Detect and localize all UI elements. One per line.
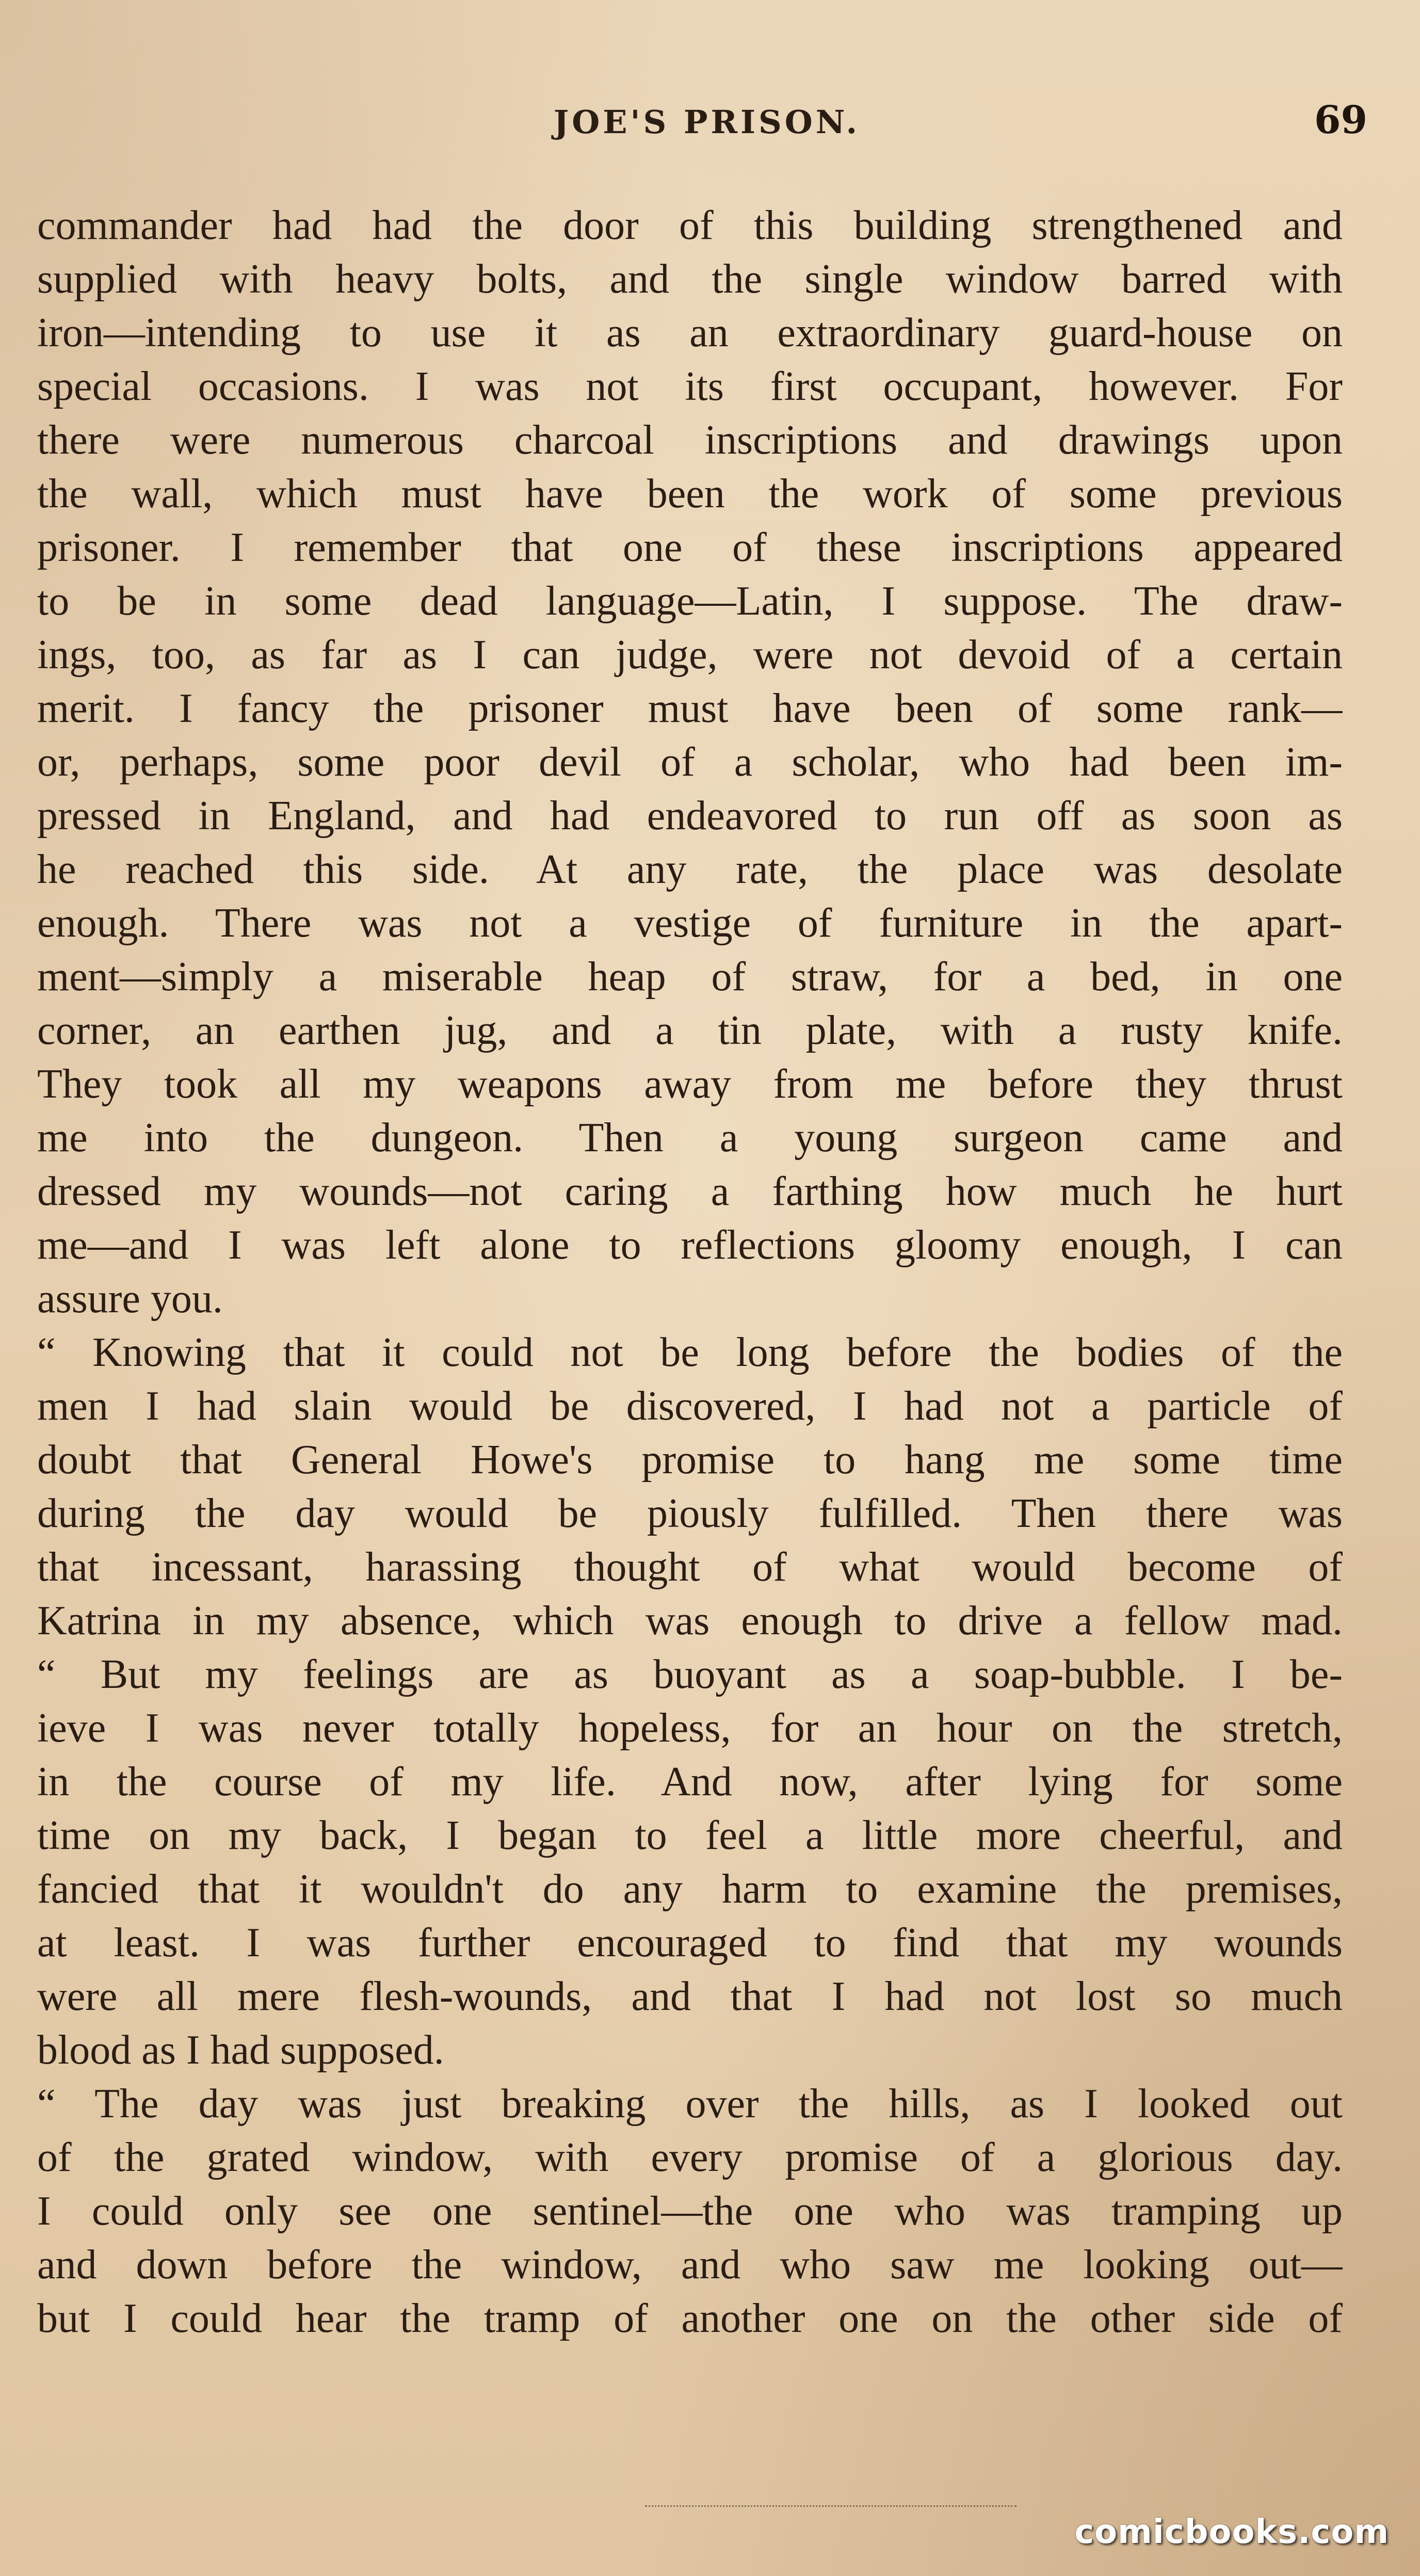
running-title: JOE'S PRISON. <box>553 103 861 141</box>
text-line: “ The day was just breaking over the hills, as I looked out <box>37 2081 1343 2127</box>
text-line: to be in some dead language—Latin, I suppose. The draw- <box>37 578 1343 624</box>
text-line: me into the dungeon. Then a young surgeon came and <box>37 1115 1343 1161</box>
text-line: ings, too, as far as I can judge, were not devoid of a certain <box>37 632 1343 678</box>
text-line: ment—simply a miserable heap of straw, for a bed, in one <box>37 954 1343 1000</box>
text-line: fancied that it wouldn't do any harm to examine the premises, <box>37 1866 1343 1912</box>
text-line: in the course of my life. And now, after lying for some <box>37 1759 1343 1805</box>
body-text <box>37 199 1343 2345</box>
text-line: dressed my wounds—not caring a farthing how much he hurt <box>37 1169 1343 1214</box>
bottom-rule <box>645 2505 1016 2507</box>
text-line: pressed in England, and had endeavored to run off as soon as <box>37 793 1343 839</box>
text-line: blood as I had supposed. <box>37 2027 444 2073</box>
text-line: and down before the window, and who saw me looking out— <box>37 2242 1343 2288</box>
text-line: commander had had the door of this building strengthened and <box>37 203 1343 248</box>
text-line: Katrina in my absence, which was enough to drive a fellow mad. <box>37 1598 1343 1644</box>
text-line: prisoner. I remember that one of these inscriptions appeared <box>37 525 1343 570</box>
text-line: ieve I was never totally hopeless, for an hour on the stretch, <box>37 1705 1343 1751</box>
text-line: were all mere flesh-wounds, and that I had not lost so much <box>37 1974 1343 2019</box>
text-line: I could only see one sentinel—the one who was tramping up <box>37 2188 1343 2234</box>
text-line: me—and I was left alone to reflections gloomy enough, I can <box>37 1222 1343 1268</box>
text-line: of the grated window, with every promise of a glorious day. <box>37 2135 1343 2180</box>
text-line: assure you. <box>37 1276 223 1322</box>
text-line: supplied with heavy bolts, and the single window barred with <box>37 256 1343 302</box>
text-line: special occasions. I was not its first occupant, however. For <box>37 364 1343 409</box>
watermark: comicbooks.com <box>1074 2513 1389 2551</box>
page-number: 69 <box>1314 98 1367 142</box>
text-line: doubt that General Howe's promise to hang me some time <box>37 1437 1343 1483</box>
text-line: at least. I was further encouraged to find that my wounds <box>37 1920 1343 1966</box>
running-head <box>46 93 1367 155</box>
text-line: or, perhaps, some poor devil of a scholar, who had been im- <box>37 739 1343 785</box>
text-line: that incessant, harassing thought of what would become of <box>37 1544 1343 1590</box>
text-line: during the day would be piously fulfilled. Then there was <box>37 1491 1343 1536</box>
text-line: time on my back, I began to feel a little more cheerful, and <box>37 1813 1343 1858</box>
text-line: They took all my weapons away from me before they thrust <box>37 1061 1343 1107</box>
text-line: there were numerous charcoal inscriptions and drawings upon <box>37 417 1343 463</box>
text-line: men I had slain would be discovered, I had not a particle of <box>37 1383 1343 1429</box>
text-line: merit. I fancy the prisoner must have been of some rank— <box>37 686 1343 731</box>
text-line: corner, an earthen jug, and a tin plate, with a rusty knife. <box>37 1008 1343 1053</box>
text-line: “ But my feelings are as buoyant as a soap-bubble. I be- <box>37 1652 1343 1697</box>
text-line: but I could hear the tramp of another one on the other side of <box>37 2296 1343 2341</box>
text-line: “ Knowing that it could not be long before the bodies of the <box>37 1330 1343 1375</box>
text-line: enough. There was not a vestige of furniture in the apart- <box>37 900 1343 946</box>
text-line: the wall, which must have been the work of some previous <box>37 471 1343 517</box>
text-line: he reached this side. At any rate, the place was desolate <box>37 847 1343 892</box>
text-line: iron—intending to use it as an extraordinary guard-house on <box>37 310 1343 356</box>
